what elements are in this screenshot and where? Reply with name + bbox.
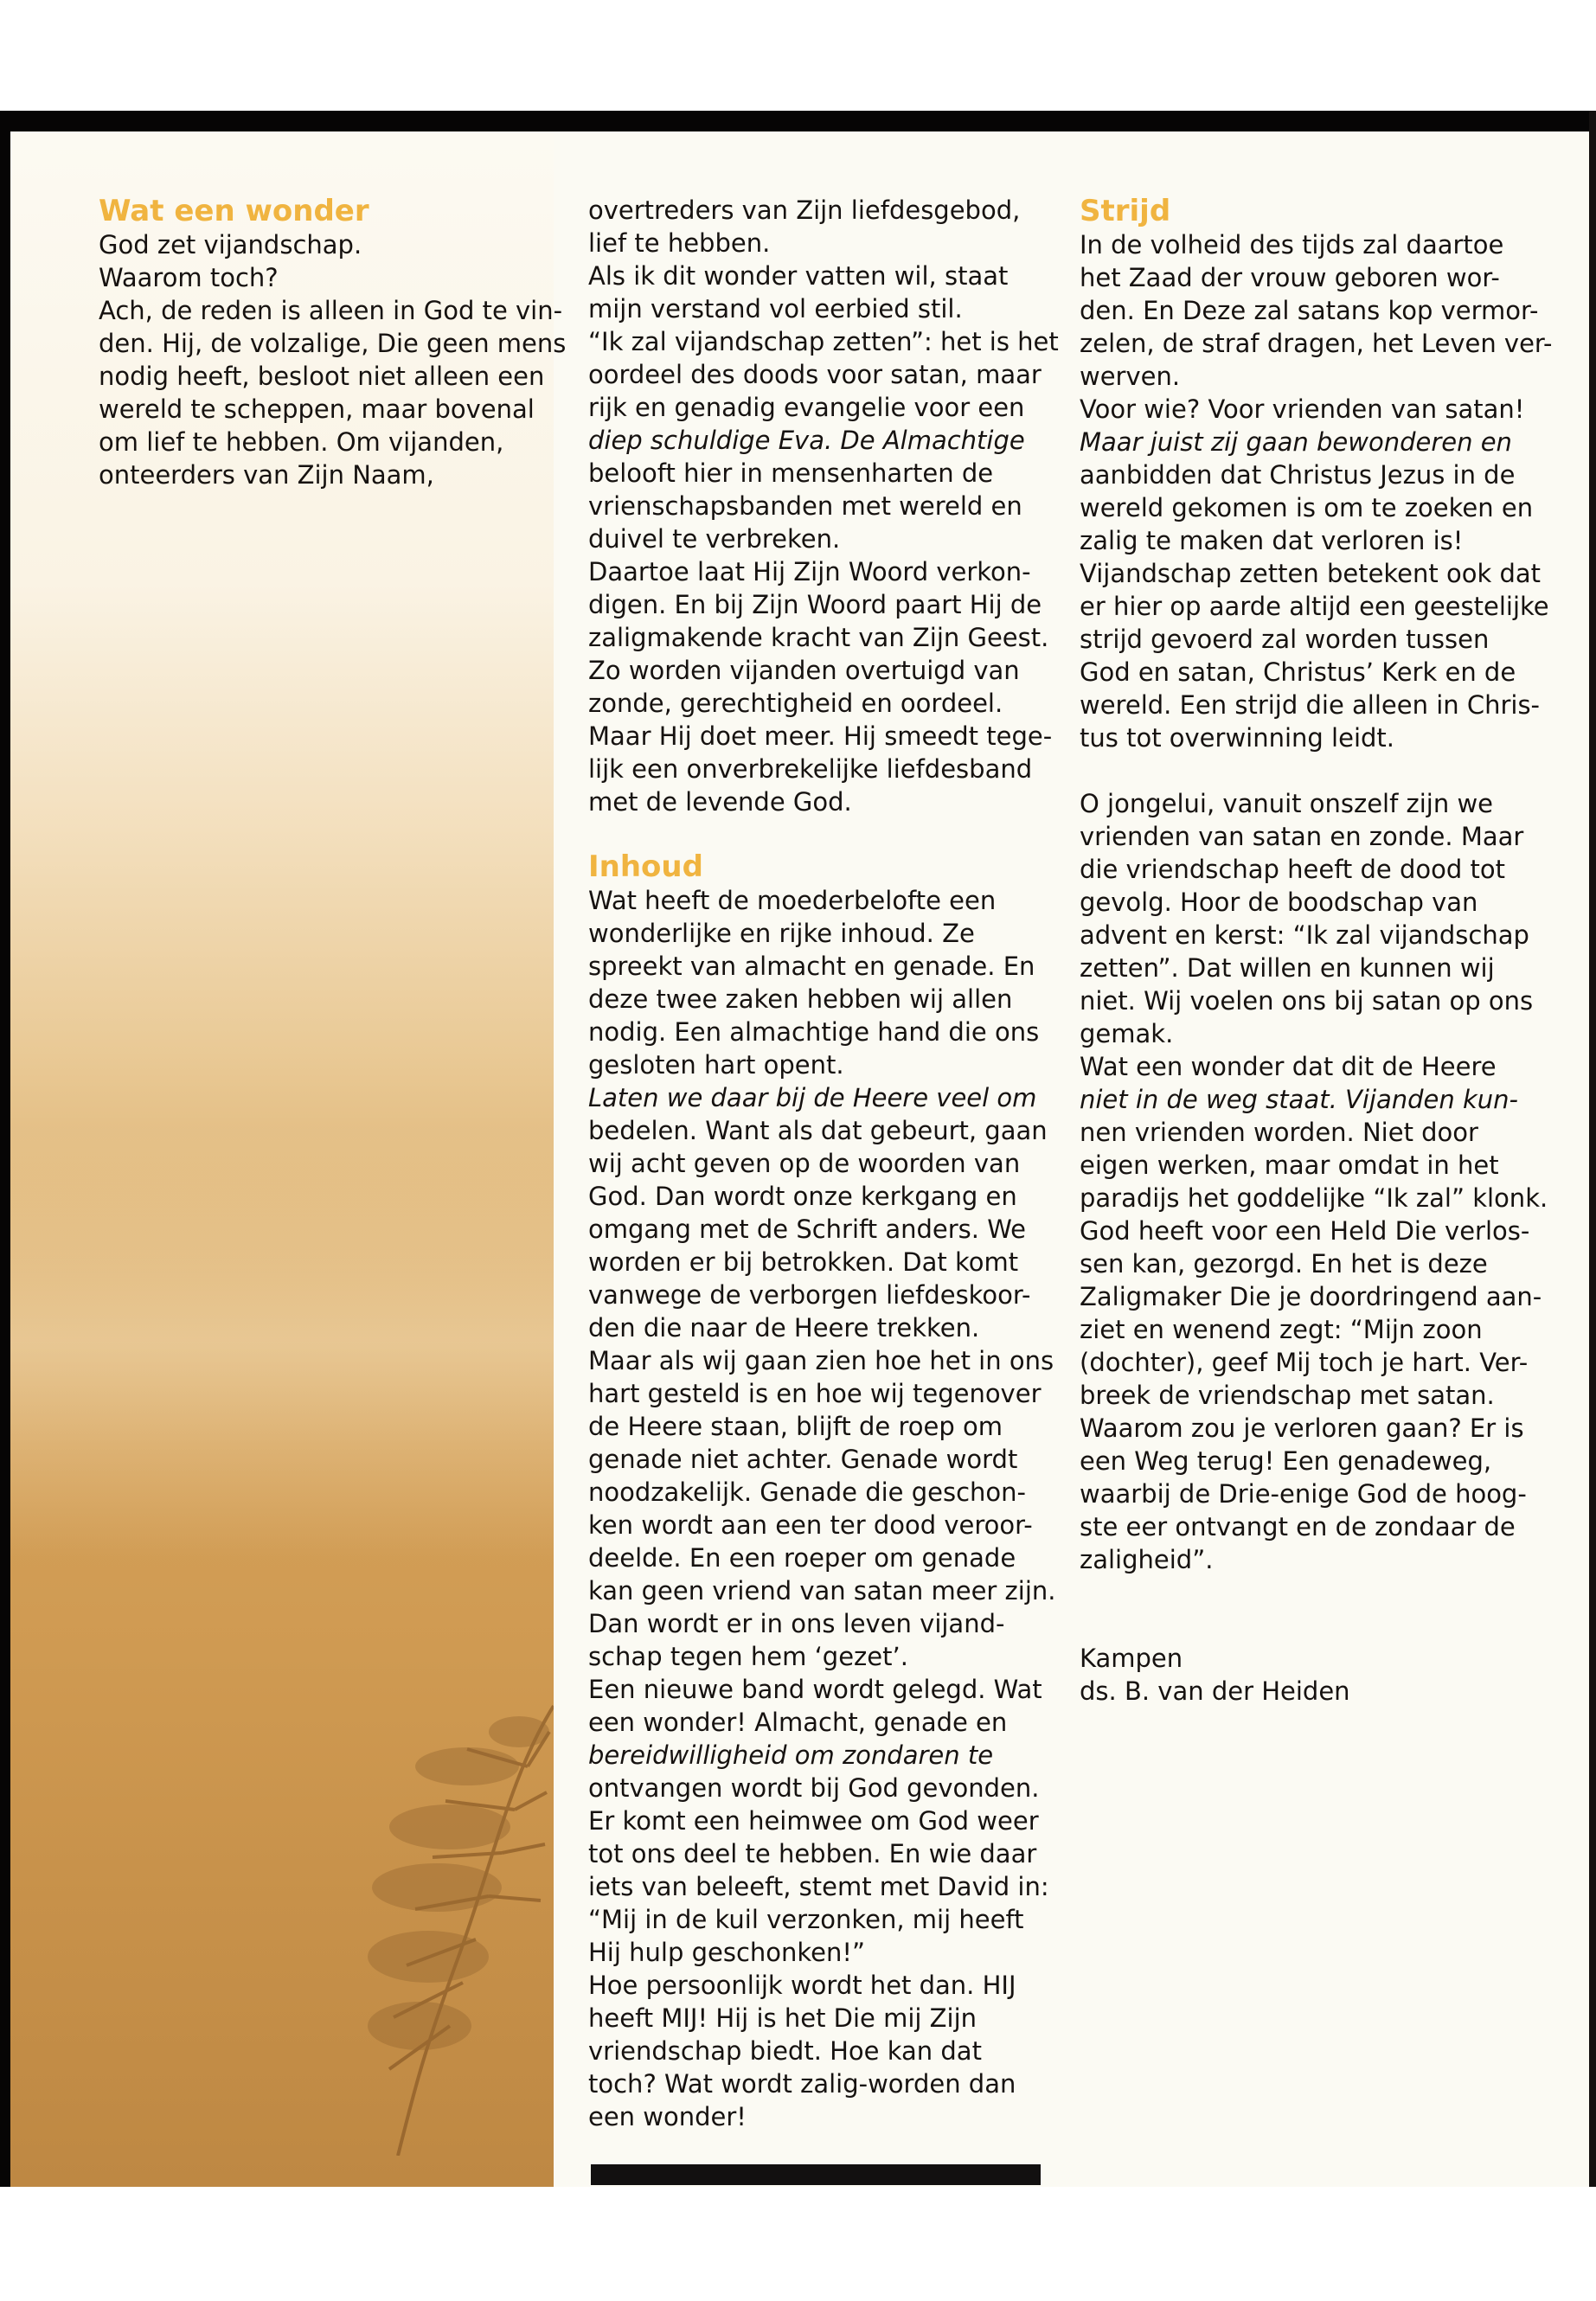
text-line: lief te hebben. — [588, 228, 771, 258]
text-line: wereld gekomen is om te zoeken en — [1080, 493, 1534, 522]
heading-wat-een-wonder: Wat een wonder — [99, 194, 369, 228]
text-line: aanbidden dat Christus Jezus in de — [1080, 460, 1516, 490]
text-line: Zaligmaker Die je doordringend aan- — [1080, 1282, 1542, 1311]
text-line: “Ik zal vijandschap zetten”: het is het — [588, 327, 1059, 356]
text-line: vrienden van satan en zonde. Maar — [1080, 822, 1524, 851]
text-line: lijk een onverbrekelijke liefdesband — [588, 754, 1033, 784]
text-line: strijd gevoerd zal worden tussen — [1080, 625, 1490, 654]
text-line: Zo worden vijanden overtuigd van — [588, 656, 1020, 685]
text-line: ziet en wenend zegt: “Mijn zoon — [1080, 1315, 1483, 1344]
pine-branch-illustration — [363, 1671, 554, 2156]
text-line: wereld te scheppen, maar bovenal — [99, 394, 535, 424]
text-line: zelen, de straf dragen, het Leven ver- — [1080, 329, 1553, 358]
text-line: het Zaad der vrouw geboren wor- — [1080, 263, 1500, 292]
text-line: nen vrienden worden. Niet door — [1080, 1118, 1478, 1147]
scan-top-border — [0, 111, 1596, 131]
text-line: den die naar de Heere trekken. — [588, 1313, 980, 1343]
text-line: schap tegen hem ‘gezet’. — [588, 1642, 908, 1671]
text-line: gevolg. Hoor de boodschap van — [1080, 888, 1478, 917]
text-line: een Weg terug! Een genadeweg, — [1080, 1446, 1492, 1476]
text-line: vriendschap biedt. Hoe kan dat — [588, 2036, 982, 2066]
text-line: den. Hij, de volzalige, Die geen mens — [99, 329, 567, 358]
text-line: breek de vriendschap met satan. — [1080, 1381, 1495, 1410]
text-line: God zet vijandschap. — [99, 230, 362, 260]
text-line: zaligmakende kracht van Zijn Geest. — [588, 623, 1049, 652]
text-line: mijn verstand vol eerbied stil. — [588, 294, 963, 324]
text-line: de Heere staan, blijft de roep om — [588, 1412, 1003, 1441]
byline-place: Kampen — [1080, 1644, 1183, 1673]
text-line: gesloten hart opent. — [588, 1050, 844, 1080]
text-line: Waarom zou je verloren gaan? Er is — [1080, 1413, 1524, 1443]
text-line: spreekt van almacht en genade. En — [588, 952, 1035, 981]
text-line: tot ons deel te hebben. En wie daar — [588, 1839, 1037, 1868]
text-line: onteerders van Zijn Naam, — [99, 460, 434, 490]
text-line: Vijandschap zetten betekent ook dat — [1080, 559, 1542, 588]
text-line: niet. Wij voelen ons bij satan op ons — [1080, 986, 1534, 1016]
text-line: Maar Hij doet meer. Hij smeedt tege- — [588, 721, 1053, 751]
text-line: oordeel des doods voor satan, maar — [588, 360, 1042, 389]
text-line: vanwege de verborgen liefdeskoor- — [588, 1280, 1031, 1310]
text-line: diep schuldige Eva. De Almachtige — [588, 426, 1025, 455]
text-line: Hoe persoonlijk wordt het dan. HIJ — [588, 1971, 1016, 2000]
text-line: advent en kerst: “Ik zal vijandschap — [1080, 920, 1529, 950]
text-line: rijk en genadig evangelie voor een — [588, 393, 1025, 422]
text-line: kan geen vriend van satan meer zijn. — [588, 1576, 1056, 1606]
text-line: (dochter), geef Mij toch je hart. Ver- — [1080, 1348, 1529, 1377]
text-line: paradijs het goddelijke “Ik zal” klonk. — [1080, 1183, 1548, 1213]
bottom-dark-strip — [591, 2164, 1041, 2185]
text-line: vrienschapsbanden met wereld en — [588, 491, 1022, 521]
text-line: ste eer ontvangt en de zondaar de — [1080, 1512, 1516, 1541]
paragraph-gap — [1080, 1576, 1552, 1642]
text-line: zonde, gerechtigheid en oordeel. — [588, 689, 1003, 718]
text-line: toch? Wat wordt zalig-worden dan — [588, 2069, 1016, 2099]
text-line: hart gesteld is en hoe wij tegenover — [588, 1379, 1042, 1408]
text-line: waarbij de Drie-enige God de hoog- — [1080, 1479, 1527, 1509]
text-line: Maar juist zij gaan bewonderen en — [1080, 427, 1512, 457]
text-line: Hij hulp geschonken!” — [588, 1938, 866, 1967]
text-line: “Mij in de kuil verzonken, mij heeft — [588, 1905, 1024, 1934]
byline-author: ds. B. van der Heiden — [1080, 1676, 1350, 1706]
background-haze — [10, 1126, 554, 1559]
text-line: sen kan, gezorgd. En het is deze — [1080, 1249, 1488, 1279]
text-line: genade niet achter. Genade wordt — [588, 1445, 1018, 1474]
text-line: met de levende God. — [588, 787, 852, 817]
text-line: wij acht geven op de woorden van — [588, 1149, 1021, 1178]
text-line: er hier op aarde altijd een geestelijke — [1080, 592, 1549, 621]
text-line: eigen werken, maar omdat in het — [1080, 1150, 1499, 1180]
text-line: bedelen. Want als dat gebeurt, gaan — [588, 1116, 1048, 1145]
text-line: noodzakelijk. Genade die geschon- — [588, 1477, 1026, 1507]
text-line: Als ik dit wonder vatten wil, staat — [588, 261, 1009, 291]
text-line: niet in de weg staat. Vijanden kun- — [1080, 1085, 1518, 1114]
text-line: Een nieuwe band wordt gelegd. Wat — [588, 1675, 1042, 1704]
text-line: Daartoe laat Hij Zijn Woord verkon- — [588, 557, 1031, 586]
text-line: ontvangen wordt bij God gevonden. — [588, 1773, 1040, 1803]
text-line: Er komt een heimwee om God weer — [588, 1806, 1039, 1836]
text-line: Dan wordt er in ons leven vijand- — [588, 1609, 1005, 1638]
text-line: nodig. Een almachtige hand die ons — [588, 1017, 1040, 1047]
text-line: deze twee zaken hebben wij allen — [588, 984, 1013, 1014]
text-line: Wat een wonder dat dit de Heere — [1080, 1052, 1497, 1081]
text-line: gemak. — [1080, 1019, 1174, 1048]
heading-strijd: Strijd — [1080, 194, 1171, 228]
text-line: zalig te maken dat verloren is! — [1080, 526, 1464, 555]
column-2 — [588, 194, 1059, 2133]
text-line: om lief te hebben. Om vijanden, — [99, 427, 504, 457]
text-line: bereidwilligheid om zondaren te — [588, 1740, 994, 1770]
text-line: den. En Deze zal satans kop vermor- — [1080, 296, 1539, 325]
text-line: Maar als wij gaan zien hoe het in ons — [588, 1346, 1054, 1375]
paragraph-gap — [1080, 754, 1552, 787]
text-line: ken wordt aan een ter dood veroor- — [588, 1510, 1033, 1540]
text-line: Waarom toch? — [99, 263, 279, 292]
text-line: God heeft voor een Held Die verlos- — [1080, 1216, 1530, 1246]
text-line: O jongelui, vanuit onszelf zijn we — [1080, 789, 1494, 818]
text-line: zetten”. Dat willen en kunnen wij — [1080, 953, 1495, 983]
text-line: worden er bij betrokken. Dat komt — [588, 1247, 1019, 1277]
text-line: iets van beleeft, stemt met David in: — [588, 1872, 1049, 1901]
text-line: duivel te verbreken. — [588, 524, 841, 554]
scan-left-border — [0, 111, 10, 2187]
text-line: Wat heeft de moederbelofte een — [588, 886, 997, 915]
text-line: een wonder! — [588, 2102, 747, 2131]
text-line: zaligheid”. — [1080, 1545, 1214, 1574]
text-line: God en satan, Christus’ Kerk en de — [1080, 657, 1516, 687]
text-line: God. Dan wordt onze kerkgang en — [588, 1182, 1017, 1211]
text-line: digen. En bij Zijn Woord paart Hij de — [588, 590, 1042, 619]
text-line: deelde. En een roeper om genade — [588, 1543, 1016, 1573]
column-1 — [99, 194, 566, 491]
text-line: wereld. Een strijd die alleen in Chris- — [1080, 690, 1541, 720]
text-line: omgang met de Schrift anders. We — [588, 1215, 1027, 1244]
text-line: tus tot overwinning leidt. — [1080, 723, 1395, 753]
text-line: belooft hier in mensenharten de — [588, 458, 994, 488]
text-line: Voor wie? Voor vrienden van satan! — [1080, 394, 1525, 424]
text-line: overtreders van Zijn liefdesgebod, — [588, 195, 1021, 225]
text-line: Ach, de reden is alleen in God te vin- — [99, 296, 563, 325]
text-line: In de volheid des tijds zal daartoe — [1080, 230, 1504, 260]
text-line: wonderlijke en rijke inhoud. Ze — [588, 919, 975, 948]
text-line: een wonder! Almacht, genade en — [588, 1708, 1008, 1737]
heading-inhoud: Inhoud — [588, 849, 703, 884]
text-line: heeft MIJ! Hij is het Die mij Zijn — [588, 2003, 977, 2033]
text-line: Laten we daar bij de Heere veel om — [588, 1083, 1037, 1112]
scan-right-border — [1589, 111, 1596, 2187]
text-line: nodig heeft, besloot niet alleen een — [99, 362, 545, 391]
column-3 — [1080, 194, 1552, 1708]
text-line: werven. — [1080, 362, 1181, 391]
text-line: die vriendschap heeft de dood tot — [1080, 855, 1505, 884]
